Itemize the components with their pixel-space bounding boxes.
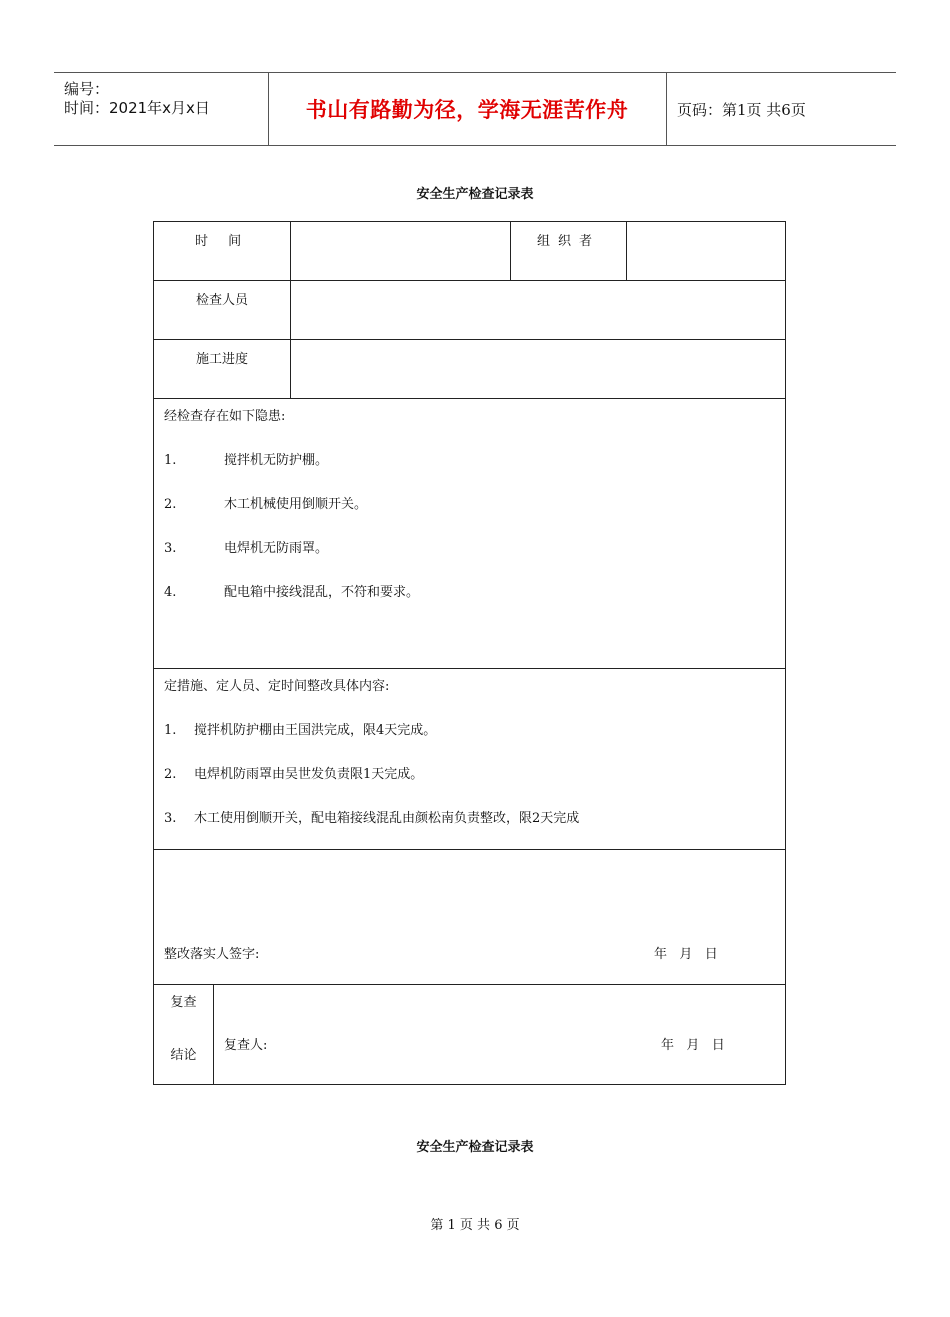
page-footer: 第 1 页 共 6 页 [430,1218,520,1233]
motto: 书山有路勤为径，学海无涯苦作舟 [305,97,629,122]
review-content [214,985,786,1085]
signature-section [154,850,786,985]
hazards-section [154,399,786,669]
reviewer-label: 复查人: [224,1038,268,1053]
signature-label: 整改落实人签字: [164,947,260,962]
progress-field-label: 施工进度 [154,340,291,399]
inspectors-value[interactable] [291,281,786,340]
list-item: 3. 电焊机无防雨罩。 [164,541,329,556]
page-info: 页码：第1页 共6页 [677,100,806,119]
list-item: 2. 电焊机防雨罩由吴世发负责限1天完成。 [164,767,424,782]
progress-value[interactable] [291,340,786,399]
header-motto-cell [268,73,667,145]
rectify-intro: 定措施、定人员、定时间整改具体内容: [164,679,390,694]
time-field-label: 时 间 [154,222,291,281]
header-meta [54,73,269,145]
page-header [54,72,896,146]
review-label-1: 复查 [170,995,197,1010]
review-label-2: 结论 [170,1048,197,1063]
list-item: 1. 搅拌机防护棚由王国洪完成，限4天完成。 [164,723,437,738]
form-title: 安全生产检查记录表 [416,187,534,202]
organizer-field-label: 组织者 [511,222,627,281]
inspectors-field-label: 检查人员 [154,281,291,340]
second-form-title: 安全生产检查记录表 [416,1140,534,1155]
list-item: 1. 搅拌机无防护棚。 [164,453,329,468]
signature-date: 年 月 日 [654,947,718,962]
rectify-section [154,669,786,850]
organizer-value[interactable] [627,222,786,281]
list-item: 2. 木工机械使用倒顺开关。 [164,497,368,512]
hazards-intro: 经检查存在如下隐患: [164,409,286,424]
header-page-cell [667,73,896,145]
review-label-cell [154,985,214,1085]
time-label: 时间：2021年x月x日 [64,99,210,117]
list-item: 3. 木工使用倒顺开关，配电箱接线混乱由颜松南负责整改，限2天完成 [164,811,580,826]
number-label: 编号： [64,80,110,98]
time-value[interactable] [291,222,511,281]
review-date: 年 月 日 [661,1038,725,1053]
inspection-form [153,221,786,1085]
list-item: 4. 配电箱中接线混乱，不符和要求。 [164,585,420,600]
